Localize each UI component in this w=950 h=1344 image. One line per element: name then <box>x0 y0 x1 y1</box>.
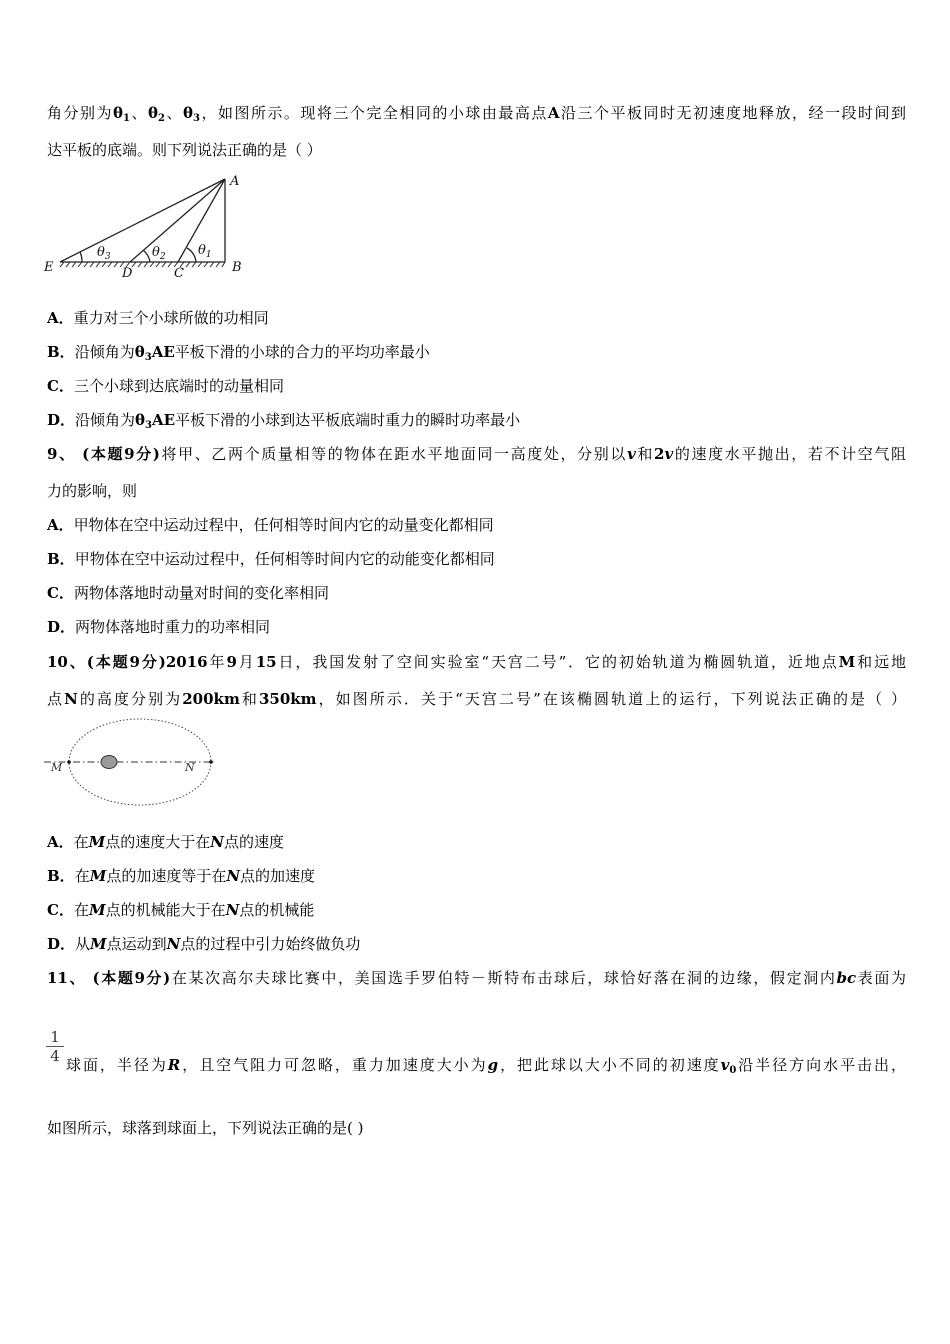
angle-theta1-label: $\theta_1$ <box>198 243 212 260</box>
earth-icon <box>101 756 117 769</box>
q10-stem-line2: 点N的高度分别为200km和350km，如图所示．关于“天宫二号”在该椭圆轨道上的运行，下列说法正确的是（ ） <box>47 690 906 708</box>
q8-option-c: C．三个小球到达底端时的动量相同 <box>47 377 284 395</box>
q8-stem-line2: 达平板的底端。则下列说法正确的是（ ） <box>47 141 322 159</box>
q9-option-d: D．两物体落地时重力的功率相同 <box>47 618 271 636</box>
q9-stem-line2: 力的影响，则 <box>47 482 138 500</box>
orbit-label-n: N <box>185 761 195 774</box>
q10-option-d: D．从M点运动到N点的过程中引力始终做负功 <box>47 935 361 953</box>
inclined-planes-figure <box>44 170 254 282</box>
q8-option-d: D．沿倾角为$\theta_3AE$平板下滑的小球到达平板底端时重力的瞬时功率最小 <box>47 411 521 430</box>
angle-theta2-label: $\theta_2$ <box>152 245 166 262</box>
q10-option-a: A．在M点的速度大于在N点的速度 <box>47 833 285 851</box>
fraction-one-quarter: $\frac{1}{4}$ <box>46 1028 64 1065</box>
label-c: C <box>174 266 184 281</box>
q9-option-c: C．两物体落地时动量对时间的变化率相同 <box>47 584 329 602</box>
angle-theta3-label: $\theta_3$ <box>97 245 111 262</box>
q10-option-b: B．在M点的加速度等于在N点的加速度 <box>47 867 316 885</box>
label-d: D <box>122 266 133 281</box>
q8-stem-line1: 角分别为$\theta_1$、$\theta_2$、$\theta_3$，如图所示。现将三个完全相同的小球由最高点A沿三个平板同时无初速度地释放，经一段时间到 <box>47 104 906 123</box>
q9-option-b: B．甲物体在空中运动过程中，任何相等时间内它的动能变化都相同 <box>47 550 495 568</box>
elliptical-orbit-figure <box>44 716 219 808</box>
q10-option-c: C．在M点的机械能大于在N点的机械能 <box>47 901 315 919</box>
q9-stem-line1: 9、 (本题9分)将甲、乙两个质量相等的物体在距水平地面同一高度处，分别以v和2v的速度水平抛出，若不计空气阻 <box>47 445 906 463</box>
orbit-label-m: M <box>51 761 63 774</box>
label-e: E <box>44 260 54 275</box>
q11-stem-line3: 如图所示，球落到球面上，下列说法正确的是( ) <box>47 1119 364 1137</box>
q11-stem-line2: 球面，半径为R，且空气阻力可忽略，重力加速度大小为g，把此球以大小不同的初速度$v_0$沿半径方向水平击出， <box>66 1056 906 1075</box>
q11-stem-line1: 11、 (本题9分)在某次高尔夫球比赛中，美国选手罗伯特－斯特布击球后，球恰好落在洞的边缘，假定洞内bc表面为 <box>47 969 906 987</box>
q8-option-b: B．沿倾角为$\theta_3AE$平板下滑的小球的合力的平均功率最小 <box>47 343 430 362</box>
q10-stem-line1: 10、(本题9分)2016年9月15日，我国发射了空间实验室“天宫二号”．它的初始轨道为椭圆轨道，近地点M和远地 <box>47 653 906 671</box>
label-a: A <box>230 174 240 189</box>
q9-option-a: A．甲物体在空中运动过程中，任何相等时间内它的动量变化都相同 <box>47 516 494 534</box>
q8-option-a: A．重力对三个小球所做的功相同 <box>47 309 269 327</box>
label-b: B <box>232 260 242 275</box>
